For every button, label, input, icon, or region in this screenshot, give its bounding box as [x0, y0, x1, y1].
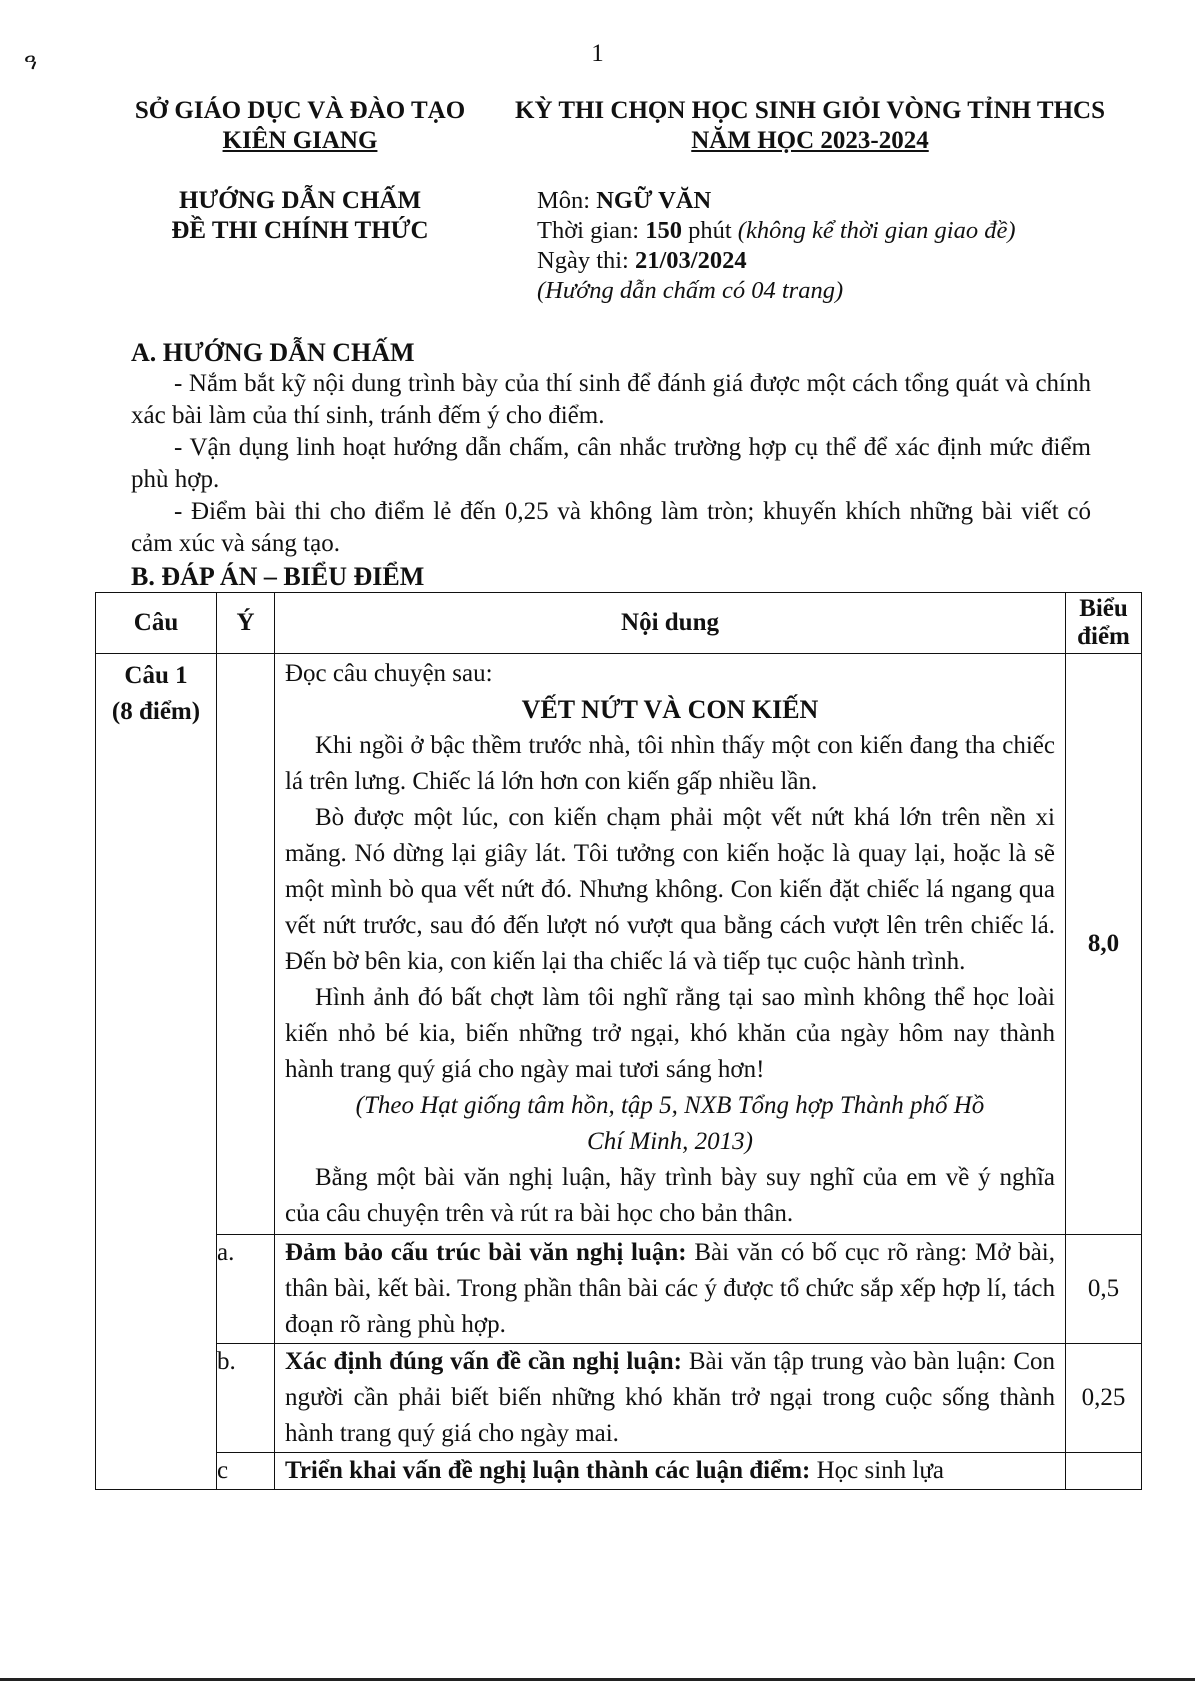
score-cell: 0,5	[1066, 1235, 1142, 1344]
table-row	[96, 1453, 1142, 1490]
story-paragraph-2: Bò được một lúc, con kiến chạm phải một vết nứt khá lớn trên nền xi măng. Nó dừng lại giây lát. Tôi tưởng con kiến hoặc là quay lại, hoặc là sẽ một mình bò qua vết nứt đó. Nhưng không. Con kiến đặt chiếc lá ngang qua vết nứt trước, sau đó đến lượt nó vượt qua bằng cách vượt lên trên chiếc lá. Đến bờ bên kia, con kiến lại tha chiếc lá và tiếp tục cuộc hành trình.	[285, 804, 1055, 975]
department-name	[100, 96, 500, 156]
table-row	[96, 1235, 1142, 1344]
cau-1-cell	[96, 654, 217, 1490]
section-a-item-3: - Điểm bài thi cho điểm lẻ đến 0,25 và không làm tròn; khuyến khích những bài viết có cảm xúc và sáng tạo.	[131, 498, 1091, 557]
y-label: a.	[217, 1235, 275, 1344]
time-line: Thời gian: 150 phút (không kể thời gian giao đề)	[537, 217, 1016, 244]
guide-line1: HƯỚNG DẪN CHẤM	[178, 187, 422, 214]
section-a-item-1: - Nắm bắt kỹ nội dung trình bày của thí sinh để đánh giá được một cách tổng quát và chính xác bài làm của thí sinh, tránh đếm ý cho điểm.	[131, 370, 1091, 429]
exam-line2: NĂM HỌC 2023-2024	[691, 127, 929, 154]
subject-line: Môn: NGỮ VĂN	[537, 187, 712, 214]
header-bieu-diem: Biểu điểm	[1066, 593, 1142, 654]
question-prompt: Bằng một bài văn nghị luận, hãy trình bày suy nghĩ của em về ý nghĩa của câu chuyện trên và rút ra bài học cho bản thân.	[285, 1164, 1055, 1227]
exam-line1: KỲ THI CHỌN HỌC SINH GIỎI VÒNG TỈNH THCS	[515, 97, 1105, 124]
guide-title	[100, 186, 500, 246]
story-title: VẾT NỨT VÀ CON KIẾN	[521, 695, 819, 724]
y-label: c	[217, 1453, 275, 1490]
page-number: 1	[591, 40, 604, 67]
score-cell: 8,0	[1066, 654, 1142, 1235]
story-paragraph-1: Khi ngồi ở bậc thềm trước nhà, tôi nhìn thấy một con kiến đang tha chiếc lá trên lưng. Chiếc lá lớn hơn con kiến gấp nhiều lần.	[285, 732, 1055, 795]
story-paragraph-3: Hình ảnh đó bất chợt làm tôi nghĩ rằng tại sao mình không thể học loài kiến nhỏ bé kia, biến những trở ngại, khó khăn của ngày hôm nay thành hành trang quý giá cho ngày mai tươi sáng hơn!	[285, 984, 1055, 1083]
pages-note: (Hướng dẫn chấm có 04 trang)	[537, 277, 844, 304]
exam-info	[537, 186, 1177, 306]
department-line2: KIÊN GIANG	[222, 127, 378, 154]
exam-name	[480, 96, 1140, 156]
section-a-title: A. HƯỚNG DẪN CHẤM	[131, 338, 415, 367]
score-cell	[1066, 1453, 1142, 1490]
corner-mark: ዓ	[24, 49, 37, 74]
question-content	[275, 654, 1066, 1235]
table-row	[96, 1344, 1142, 1453]
guide-line2: ĐỀ THI CHÍNH THỨC	[171, 217, 429, 244]
header-y: Ý	[217, 593, 275, 654]
question-intro: Đọc câu chuyện sau:	[285, 660, 493, 687]
criteria-content: Xác định đúng vấn đề cần nghị luận: Bài văn tập trung vào bàn luận: Con người cần phải biết biến những khó khăn trở ngại trong cuộc sống thành hành trang quý giá cho ngày mai.	[275, 1344, 1066, 1453]
table-header-row	[96, 593, 1142, 654]
cau-1-points: (8 điểm)	[111, 698, 201, 725]
header-cau: Câu	[96, 593, 217, 654]
table-row	[96, 654, 1142, 1235]
score-cell: 0,25	[1066, 1344, 1142, 1453]
section-b-title: B. ĐÁP ÁN – BIỂU ĐIỂM	[131, 562, 425, 591]
y-label: b.	[217, 1344, 275, 1453]
section-a-item-2: - Vận dụng linh hoạt hướng dẫn chấm, cân nhắc trường hợp cụ thể để xác định mức điểm phù hợp.	[131, 434, 1091, 493]
cau-1-label: Câu 1	[124, 662, 188, 689]
story-credit: (Theo Hạt giống tâm hồn, tập 5, NXB Tổng hợp Thành phố Hồ Chí Minh, 2013)	[355, 1092, 985, 1155]
header-noi-dung: Nội dung	[275, 593, 1066, 654]
grading-table	[95, 592, 1142, 1490]
department-line1: SỞ GIÁO DỤC VÀ ĐÀO TẠO	[134, 97, 466, 124]
criteria-content: Triển khai vấn đề nghị luận thành các luận điểm: Học sinh lựa	[275, 1453, 1066, 1490]
y-cell	[217, 654, 275, 1235]
criteria-content: Đảm bảo cấu trúc bài văn nghị luận: Bài văn có bố cục rõ ràng: Mở bài, thân bài, kết bài. Trong phần thân bài các ý được tổ chức sắp xếp hợp lí, tách đoạn rõ ràng phù hợp.	[275, 1235, 1066, 1344]
date-line: Ngày thi: 21/03/2024	[537, 247, 747, 274]
